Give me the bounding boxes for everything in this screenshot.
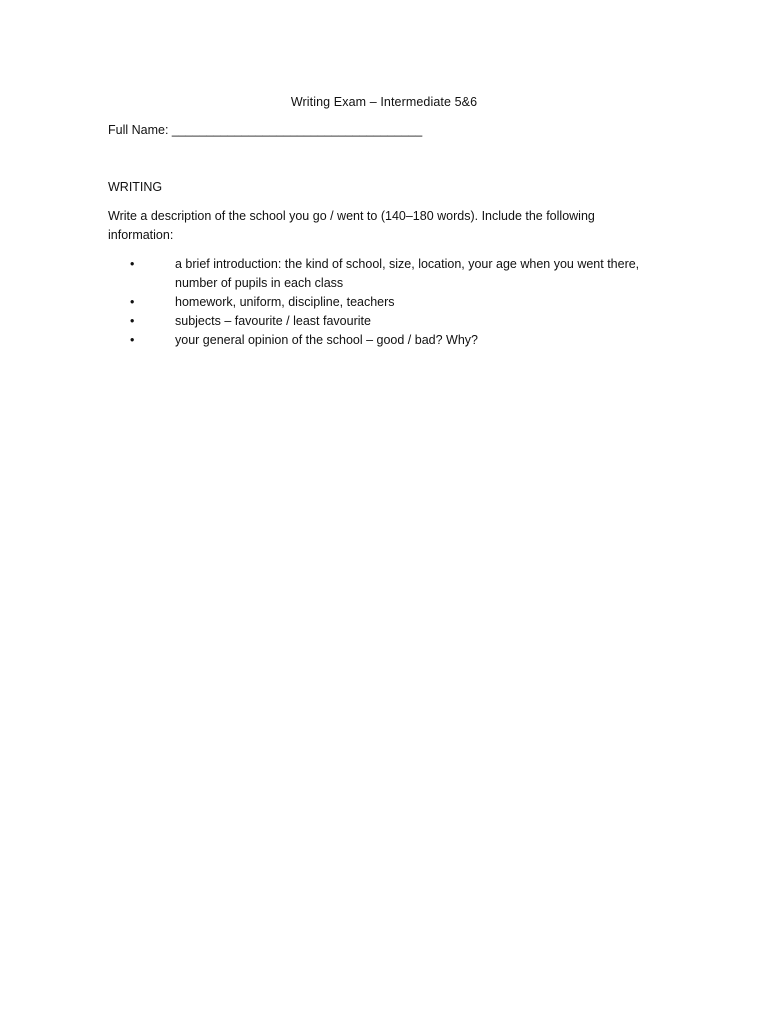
section-heading: WRITING: [108, 180, 163, 194]
document-title: Writing Exam – Intermediate 5&6: [290, 95, 478, 109]
bullet-icon: •: [130, 333, 135, 347]
list-item-text: your general opinion of the school – good / bad? Why?: [175, 333, 478, 347]
list-item-text: subjects – favourite / least favourite: [175, 314, 371, 328]
requirements-list: [108, 255, 688, 350]
bullet-icon: •: [130, 314, 135, 328]
instructions-text: Write a description of the school you go / went to (140–180 words). Include the following information:: [108, 209, 595, 242]
bullet-icon: •: [130, 257, 135, 271]
list-item: [108, 293, 688, 312]
full-name-field-label: Full Name: ____________________________________: [108, 123, 423, 137]
bullet-icon: •: [130, 295, 135, 309]
list-item-text: homework, uniform, discipline, teachers: [175, 295, 395, 309]
list-item-text: a brief introduction: the kind of school, size, location, your age when you went there, number of pupils in each class: [175, 257, 640, 290]
list-item: [108, 312, 688, 331]
list-item: [108, 255, 688, 293]
list-item: [108, 331, 688, 350]
